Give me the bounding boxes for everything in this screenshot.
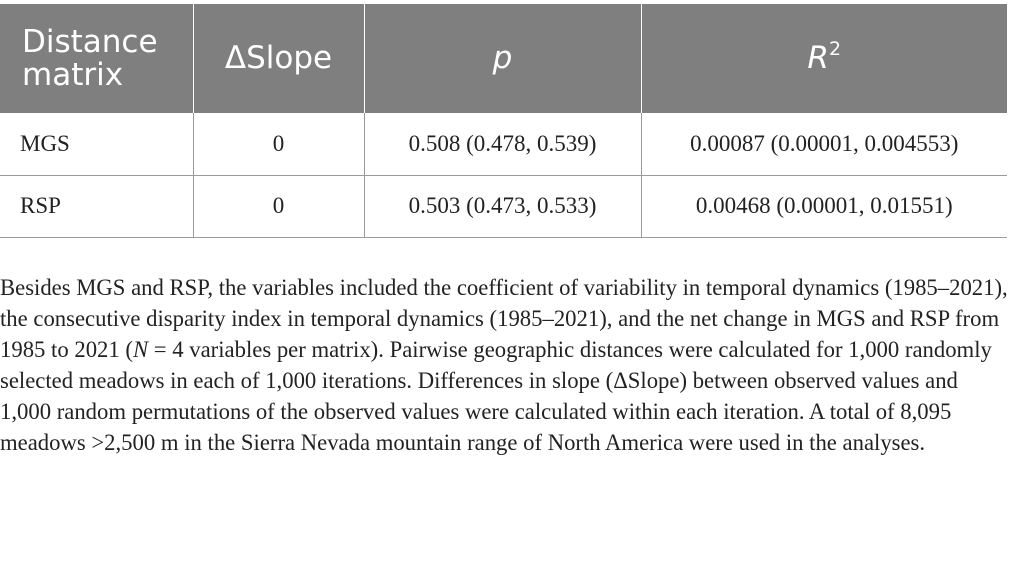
footnote-part-2: = 4 variables per matrix). Pairwise geographic distances were calculated for 1,000 randomly selected meadows in each of 1,000 iterations. Differences in slope (ΔSlope) between observed values and 1,000 random permutations of the observed values were calculated within each iteration. A total of 8,095 meadows >2,500 m in the Sierra Nevada mountain range of North America were used in the analyses.: [0, 337, 992, 455]
cell-matrix: RSP: [0, 175, 193, 237]
cell-r2: 0.00468 (0.00001, 0.01551): [641, 175, 1007, 237]
table-row: [0, 175, 1007, 237]
footnote-part-1: Besides MGS and RSP, the variables included the coefficient of variability in temporal dynamics (1985–2021), the consecutive disparity index in temporal dynamics (1985–2021), and the net change in MGS and RSP from 1985 to 2021 (: [0, 275, 1008, 362]
header-r2-superscript: 2: [828, 38, 842, 60]
cell-r2: 0.00087 (0.00001, 0.004553): [641, 113, 1007, 175]
table-footnote: [0, 272, 1011, 458]
footnote-n-symbol: N: [132, 337, 149, 362]
header-delta-slope: ΔSlope: [193, 4, 364, 113]
table-header-row: [0, 4, 1007, 113]
cell-matrix: MGS: [0, 113, 193, 175]
header-p: [364, 4, 641, 113]
table-row: [0, 113, 1007, 175]
header-p-label: p: [492, 40, 513, 76]
results-table: [0, 4, 1007, 238]
cell-delta-slope: 0: [193, 113, 364, 175]
header-r2-base: R: [807, 40, 829, 76]
cell-delta-slope: 0: [193, 175, 364, 237]
header-distance-matrix: Distance matrix: [0, 4, 193, 113]
header-r-squared: [641, 4, 1007, 113]
cell-p: 0.503 (0.473, 0.533): [364, 175, 641, 237]
cell-p: 0.508 (0.478, 0.539): [364, 113, 641, 175]
